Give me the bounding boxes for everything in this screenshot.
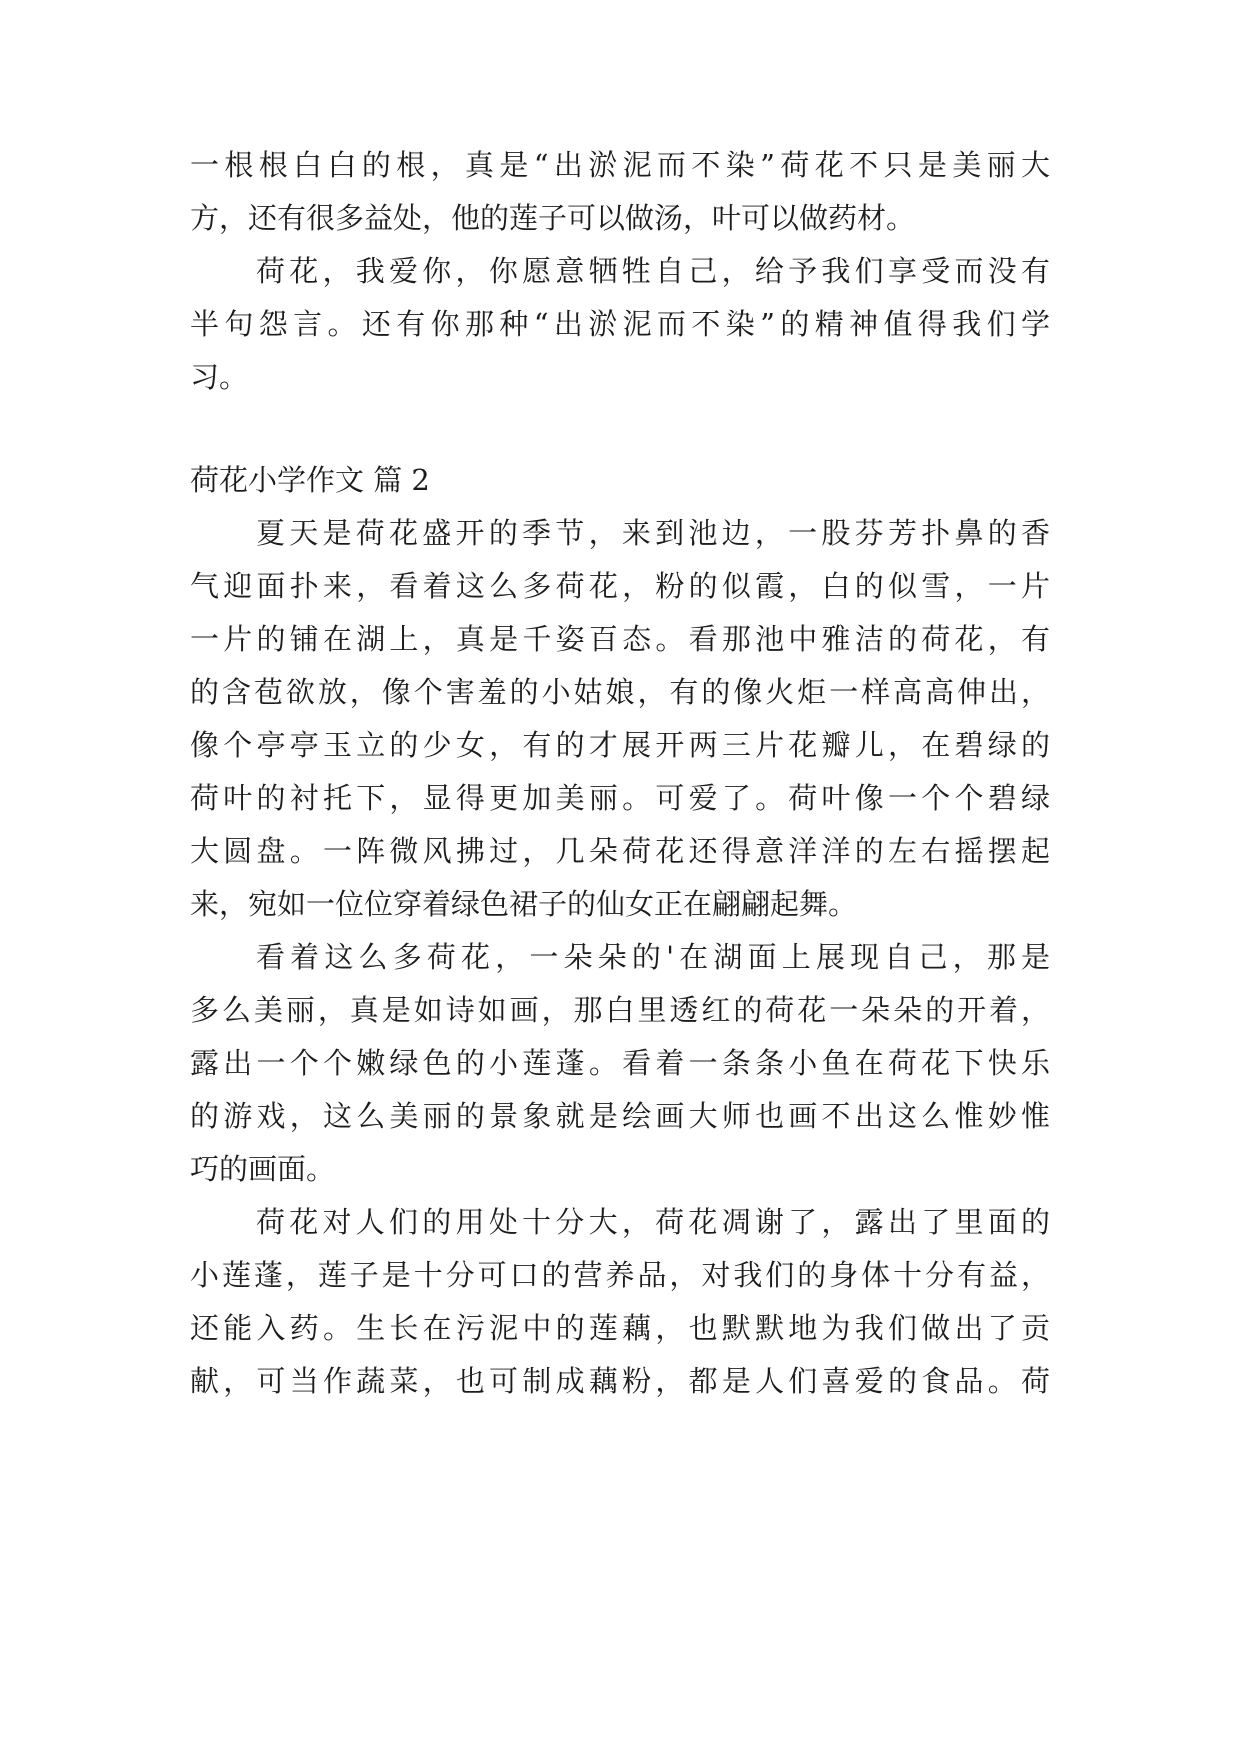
text-line: 小莲蓬，莲子是十分可口的营养品，对我们的身体十分有益， xyxy=(190,1258,1050,1292)
text-line: 夏天是荷花盛开的季节，来到池边，一股芬芳扑鼻的香 xyxy=(256,516,1050,550)
text-line: 半句怨言。还有你那种“出淤泥而不染”的精神值得我们学 xyxy=(190,307,1050,341)
text-line: 献，可当作蔬菜，也可制成藕粉，都是人们喜爱的食品。荷 xyxy=(190,1364,1050,1398)
text-line: 像个亭亭玉立的少女，有的才展开两三片花瓣儿，在碧绿的 xyxy=(190,728,1050,762)
text-line: 的含苞欲放，像个害羞的小姑娘，有的像火炬一样高高伸出， xyxy=(190,675,1050,709)
text-line: 看着这么多荷花，一朵朵的'在湖面上展现自己，那是 xyxy=(256,940,1050,974)
text-line: 荷花，我爱你，你愿意牺牲自己，给予我们享受而没有 xyxy=(256,254,1050,288)
text-line: 气迎面扑来，看着这么多荷花，粉的似霞，白的似雪，一片 xyxy=(190,569,1050,603)
text-line: 来，宛如一位位穿着绿色裙子的仙女正在翩翩起舞。 xyxy=(190,887,858,921)
text-line: 大圆盘。一阵微风拂过，几朵荷花还得意洋洋的左右摇摆起 xyxy=(190,834,1050,868)
text-line: 一根根白白的根，真是“出淤泥而不染”荷花不只是美丽大 xyxy=(190,148,1050,182)
text-line: 一片的铺在湖上，真是千姿百态。看那池中雅洁的荷花，有 xyxy=(190,622,1050,656)
text-line: 的游戏，这么美丽的景象就是绘画大师也画不出这么惟妙惟 xyxy=(190,1099,1050,1133)
text-line: 巧的画面。 xyxy=(190,1152,336,1186)
text-line: 多么美丽，真是如诗如画，那白里透红的荷花一朵朵的开着， xyxy=(190,993,1050,1027)
text-line: 方，还有很多益处，他的莲子可以做汤，叶可以做药材。 xyxy=(190,201,916,235)
section-heading: 荷花小学作文 篇 2 xyxy=(190,463,430,497)
text-line: 荷花对人们的用处十分大，荷花凋谢了，露出了里面的 xyxy=(256,1205,1050,1239)
text-line: 还能入药。生长在污泥中的莲藕，也默默地为我们做出了贡 xyxy=(190,1311,1050,1345)
text-line: 露出一个个嫩绿色的小莲蓬。看着一条条小鱼在荷花下快乐 xyxy=(190,1046,1050,1080)
text-line: 荷叶的衬托下，显得更加美丽。可爱了。荷叶像一个个碧绿 xyxy=(190,781,1050,815)
text-line: 习。 xyxy=(190,360,249,394)
